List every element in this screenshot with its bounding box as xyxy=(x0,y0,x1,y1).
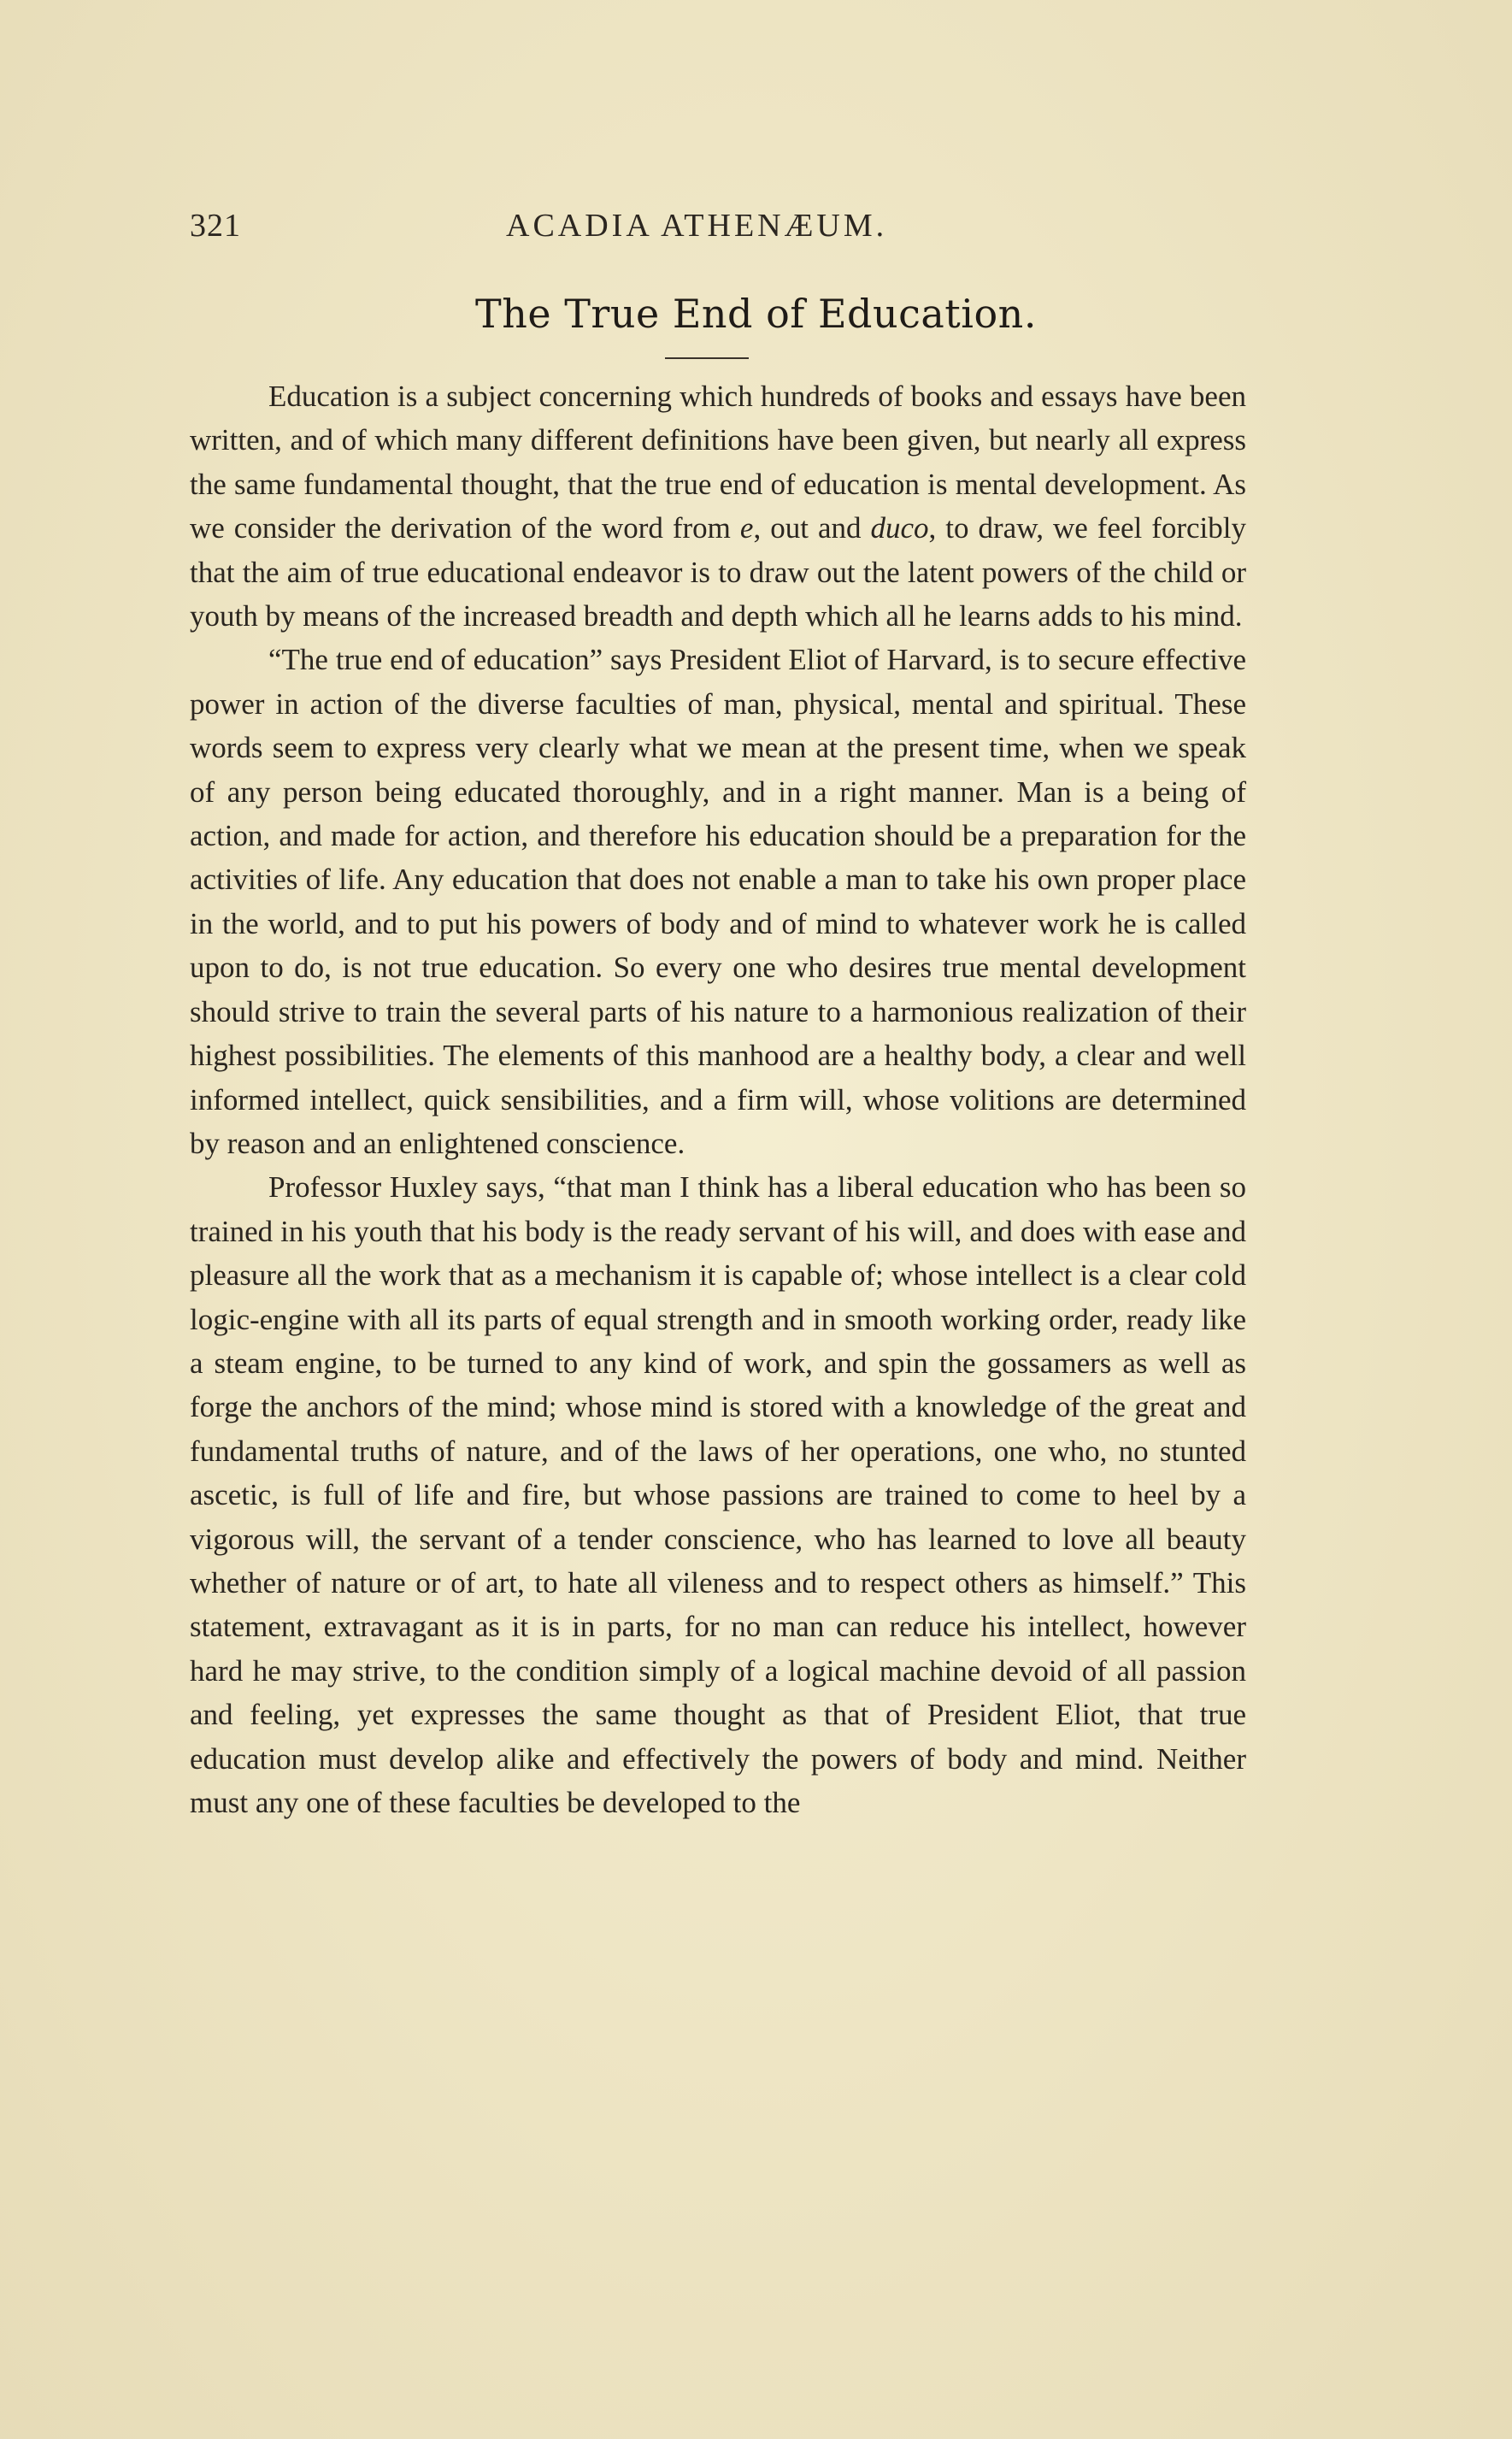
latin-e: e xyxy=(739,511,754,545)
paragraph-1 xyxy=(190,374,1246,638)
paragraph-1-text-c: , to draw, we feel forcibly that the aim of true educational endeavor is to draw out the latent powers of the child or youth by means of the increased breadth and depth which all he learns adds to his mind. xyxy=(190,511,1246,633)
page-number: 321 xyxy=(190,208,241,244)
paragraph-1-text-b: , out and xyxy=(753,511,871,545)
title-divider xyxy=(665,357,749,359)
paragraph-2: “The true end of education” says President Eliot of Harvard, is to secure effective power in action of the diverse faculties of man, physical, mental and spiritual. These words seem to express very clearly what we mean at the present time, when we speak of any person being educated thoroughly, and in a right manner. Man is a being of action, and made for action, and therefore his education should be a preparation for the activities of life. Any education that does not enable a man to take his own proper place in the world, and to put his powers of body and of mind to whatever work he is called upon to do, is not true education. So every one who desires true mental development should strive to train the several parts of his nature to a harmonious realization of their highest possibilities. The elements of this manhood are a healthy body, a clear and well informed intellect, quick sensibilities, and a firm will, whose volitions are determined by reason and an enlightened conscience. xyxy=(190,643,1246,1160)
running-head xyxy=(190,207,1250,258)
paragraph-1-text-a: Education is a subject concerning which hundreds of books and essays have been written, and of which many different definitions have been given, but nearly all express the same fundamental thought, that the true end of education is mental development. As we consider the derivation of the word from xyxy=(190,380,1246,545)
article-title: The True End of Education. xyxy=(475,291,1037,337)
latin-duco: duco xyxy=(870,511,929,545)
journal-title: ACADIA ATHENÆUM. xyxy=(506,208,888,244)
paragraph-3: Professor Huxley says, “that man I think has a liberal education who has been so trained in his youth that his body is the ready servant of his will, and does with ease and pleasure all the work that as a mechanism it is capable of; whose intellect is a clear cold logic-engine with all its parts of equal strength and in smooth working order, ready like a steam engine, to be turned to any kind of work, and spin the gossamers as well as forge the anchors of the mind; whose mind is stored with a knowledge of the great and fundamental truths of nature, and of the laws of her operations, one who, no stunted ascetic, is full of life and fire, but whose passions are trained to come to heel by a vigorous will, the servant of a tender conscience, who has learned to love all beauty whether of nature or of art, to hate all vileness and to respect others as himself.” This statement, extravagant as it is in parts, for no man can reduce his intellect, however hard he may strive, to the condition simply of a logical machine devoid of all passion and feeling, yet expresses the same thought as that of President Eliot, that true education must develop alike and effectively the powers of body and mind. Neither must any one of these faculties be developed to the xyxy=(190,1170,1246,1819)
article-body xyxy=(190,374,1246,1824)
